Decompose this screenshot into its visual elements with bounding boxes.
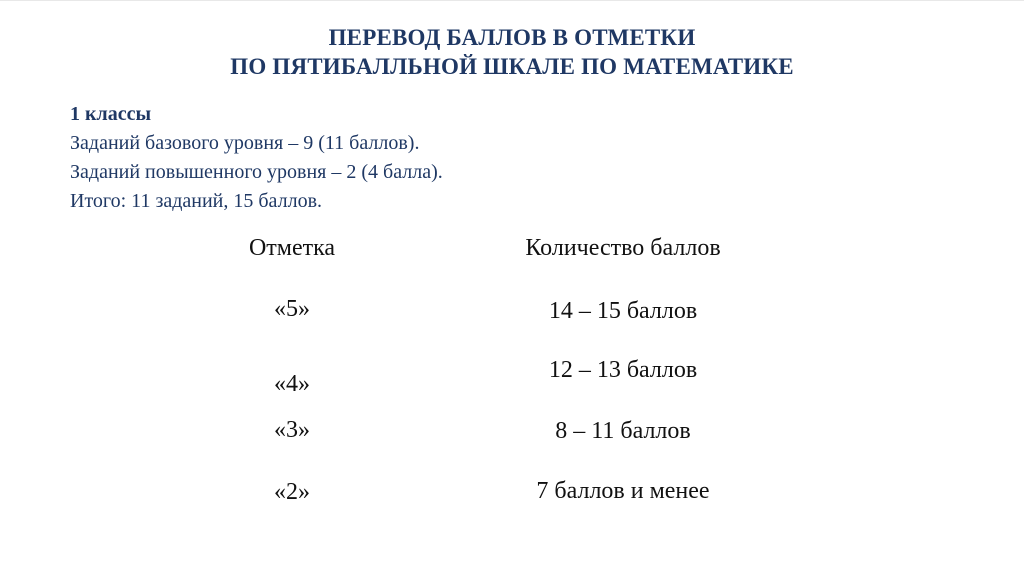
row-mark: «4»	[274, 371, 310, 397]
row-mark: «5»	[274, 296, 310, 322]
total-text: Итого: 11 заданий, 15 баллов.	[70, 190, 323, 212]
header-mark: Отметка	[248, 235, 336, 261]
row-score: 7 баллов и менее	[536, 478, 710, 504]
row-score: 8 – 11 баллов	[555, 418, 691, 444]
advanced-tasks-text: Заданий повышенного уровня – 2 (4 балла).	[70, 161, 443, 183]
row-score: 12 – 13 баллов	[548, 357, 698, 383]
header-score: Количество баллов	[525, 235, 721, 261]
page-title	[0, 23, 1024, 81]
row-score: 14 – 15 баллов	[548, 298, 698, 324]
base-tasks-text: Заданий базового уровня – 9 (11 баллов).	[70, 132, 420, 154]
grade-heading: 1 классы	[70, 103, 152, 125]
info-block	[70, 100, 443, 216]
title-line-1: ПЕРЕВОД БАЛЛОВ В ОТМЕТКИ	[328, 25, 696, 50]
row-mark: «2»	[274, 479, 310, 505]
title-line-2: ПО ПЯТИБАЛЛЬНОЙ ШКАЛЕ ПО МАТЕМАТИКЕ	[230, 54, 794, 79]
row-mark: «3»	[274, 417, 310, 443]
